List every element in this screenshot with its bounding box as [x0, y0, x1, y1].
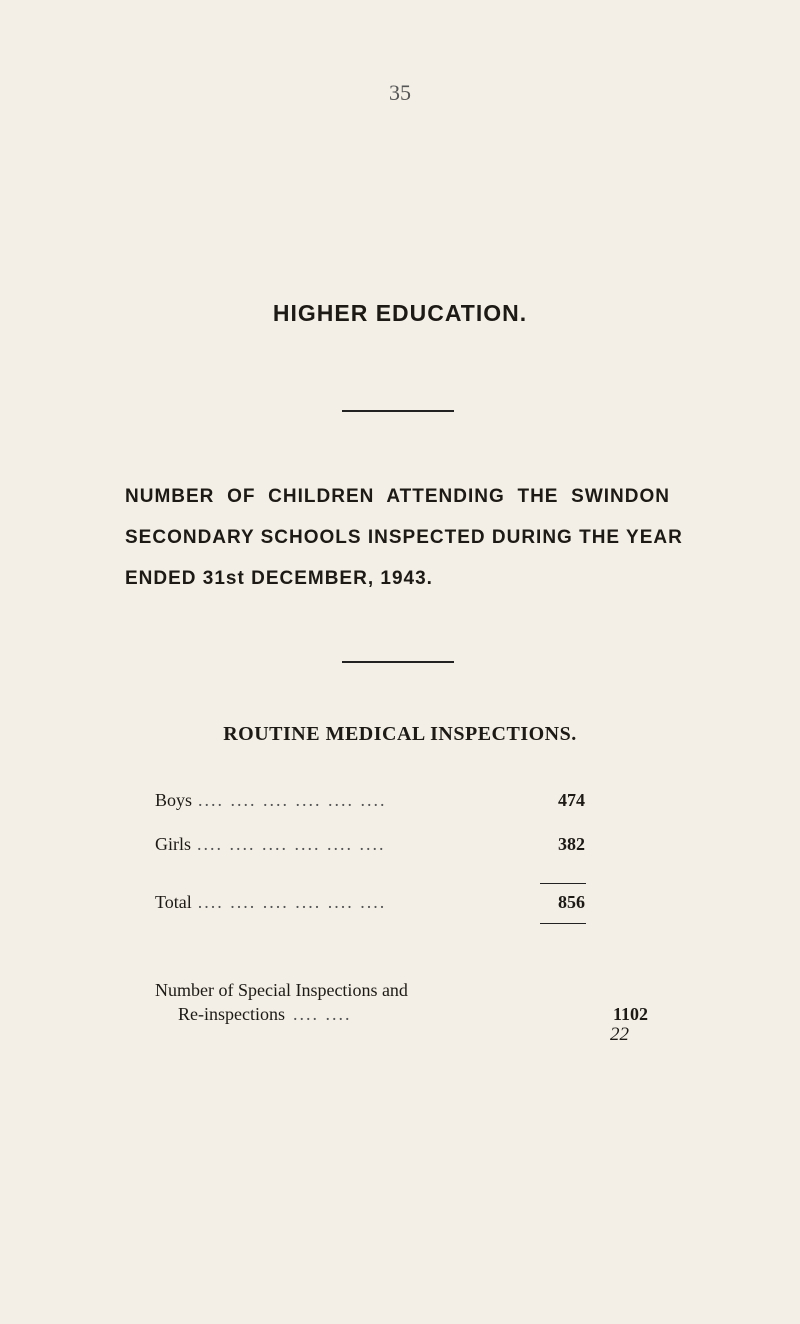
margin-note: 22 — [610, 1024, 629, 1045]
special-label: Re-inspections — [178, 1004, 285, 1024]
title-line-1: NUMBER OF CHILDREN ATTENDING THE SWINDON — [125, 486, 670, 507]
leader-dots: .... .... .... .... .... .... — [197, 892, 387, 912]
row-value: 382 — [558, 834, 585, 854]
section-heading: HIGHER EDUCATION. — [272, 300, 528, 326]
table-row — [155, 834, 585, 855]
divider-rule — [342, 410, 454, 412]
sum-rule — [540, 883, 586, 884]
row-label: Boys — [155, 790, 193, 810]
row-value: 474 — [558, 790, 585, 810]
title-line-2: SECONDARY SCHOOLS INSPECTED DURING THE YEAR — [125, 527, 683, 548]
row-value: 856 — [558, 892, 585, 912]
divider-rule — [342, 661, 454, 663]
subheading: ROUTINE MEDICAL INSPECTIONS. — [223, 723, 577, 745]
row-label: Girls — [155, 834, 191, 854]
leader-dots: .... .... .... .... .... .... — [198, 790, 387, 810]
page-number: 35 — [389, 80, 411, 105]
special-inspections-text: Number of Special Inspections and — [155, 980, 408, 1000]
special-inspections-row — [178, 1004, 648, 1025]
total-rule — [540, 923, 586, 924]
special-value: 1102 — [612, 1004, 648, 1024]
table-row — [155, 790, 585, 811]
row-label: Total — [155, 892, 192, 912]
title-line-3: ENDED 31st DECEMBER, 1943. — [125, 568, 433, 589]
leader-dots: .... .... — [292, 1004, 352, 1024]
table-row — [155, 892, 585, 913]
leader-dots: .... .... .... .... .... .... — [197, 834, 386, 854]
